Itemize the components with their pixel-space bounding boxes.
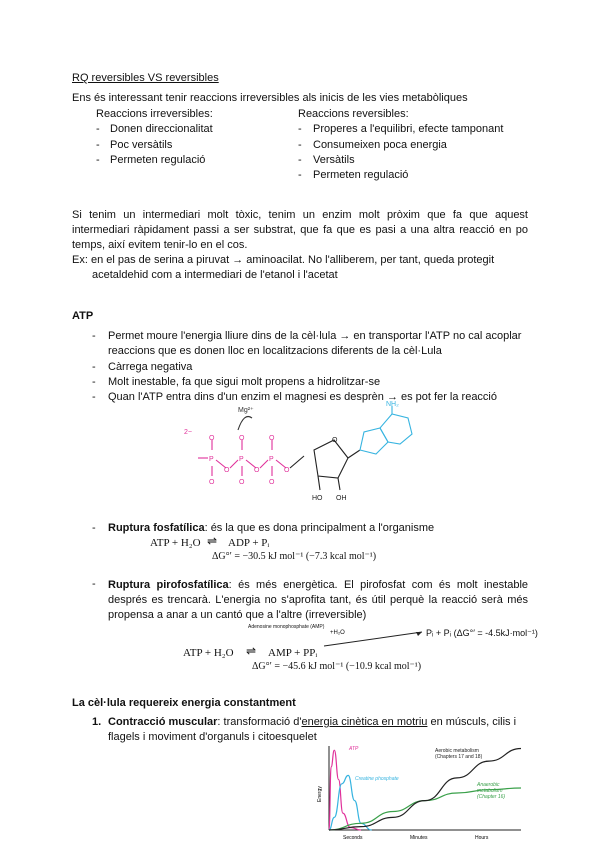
list-item: Càrrega negativa bbox=[108, 361, 193, 373]
svg-text:O: O bbox=[254, 467, 260, 474]
mg-label: Mg²⁺ bbox=[238, 407, 254, 414]
fosfatilica-label: Ruptura fosfatílica bbox=[108, 522, 205, 534]
svg-text:O: O bbox=[332, 437, 338, 444]
fosfatilica-eq-dg: ΔG°′ = −30.5 kJ mol⁻¹ (−7.3 kcal mol⁻¹) bbox=[212, 551, 377, 562]
oh-label: OH bbox=[336, 495, 347, 502]
pirofosfatilica-text: : és més energètica. El pirofosfat com és molt inestable després es trencarà. L'energia no s'aprofita tant, és útil perquè la reacció serà més propensa a anar a un cantó que a l'altre (irreversible) bbox=[108, 579, 529, 621]
fosfatilica-line bbox=[108, 522, 434, 534]
contraccio-label: Contracció muscular bbox=[108, 716, 218, 728]
x-tick-hours: Hours bbox=[475, 835, 489, 841]
fosfatilica-text: : és la que es dona principalment a l'organisme bbox=[204, 522, 435, 534]
nh2-label: NH₂ bbox=[386, 401, 399, 408]
list-item: Molt inestable, fa que sigui molt propens a hidrolitzar-se bbox=[108, 376, 381, 388]
list-item: Quan l'ATP entra dins d'un enzim el magnesi es desprèn → es pot fer la reacció bbox=[108, 391, 497, 403]
bullet-dash: - bbox=[298, 123, 302, 135]
ho-label: HO bbox=[312, 495, 323, 502]
hydrolysis-arrow bbox=[322, 628, 432, 650]
bullet-dash: - bbox=[96, 154, 100, 166]
energy-heading: La cèl·lula requereix energia constantment bbox=[72, 697, 296, 709]
bullet-dash: - bbox=[92, 391, 96, 403]
energy-chart bbox=[315, 742, 525, 842]
annotation-anaerobic-2: metabolism bbox=[477, 788, 503, 794]
annotation-aerobic-1: Aerobic metabolism bbox=[435, 748, 479, 754]
list-item: Permeten regulació bbox=[313, 169, 409, 181]
piro-eq-right: AMP + PPᵢ bbox=[268, 647, 318, 659]
list-item: Versàtils bbox=[313, 154, 355, 166]
example-line-1: Ex: en el pas de serina a piruvat → aminoacilat. No l'alliberem, per tant, queda protegit bbox=[72, 254, 495, 266]
fosfatilica-eq-right: ADP + Pᵢ bbox=[228, 537, 270, 549]
svg-text:P: P bbox=[239, 456, 244, 463]
svg-text:O: O bbox=[269, 479, 275, 486]
svg-text:O: O bbox=[284, 467, 290, 474]
atp-heading: ATP bbox=[72, 310, 94, 322]
example-line-2: acetaldehid com a intermediari de l'etanol i l'acetat bbox=[92, 269, 338, 281]
bullet-dash: - bbox=[96, 123, 100, 135]
contraccio-line bbox=[108, 716, 516, 728]
piro-eq-left: ATP + H₂O bbox=[183, 647, 234, 659]
bullet-dash: - bbox=[92, 330, 96, 342]
y-axis-label: Energy bbox=[317, 786, 323, 802]
svg-text:O: O bbox=[209, 435, 215, 442]
list-item: Consumeixen poca energia bbox=[313, 139, 447, 151]
contraccio-line-2: flagels i moviment d'organuls i citoesquelet bbox=[108, 731, 317, 743]
pi-note: Pᵢ + Pᵢ (ΔG°′ = -4.5kJ·mol⁻¹) bbox=[426, 628, 538, 638]
section-heading-rq: RQ reversibles VS reversibles bbox=[72, 72, 219, 84]
list-item: Properes a l'equilibri, efecte tamponant bbox=[313, 123, 504, 135]
svg-text:O: O bbox=[224, 467, 230, 474]
charge-label: 2− bbox=[184, 429, 192, 436]
equilibrium-arrow-icon: ⇌ bbox=[246, 644, 257, 658]
contraccio-text-b: en músculs, cilis i bbox=[427, 716, 517, 728]
svg-text:P: P bbox=[209, 456, 214, 463]
reversible-title: Reaccions reversibles: bbox=[298, 108, 409, 120]
contraccio-text-a: : transformació d' bbox=[217, 716, 302, 728]
bullet-dash: - bbox=[96, 139, 100, 151]
list-item: Poc versàtils bbox=[110, 139, 173, 151]
amp-label: Adenosine monophosphate (AMP) bbox=[248, 624, 325, 630]
svg-text:P: P bbox=[269, 456, 274, 463]
bullet-dash: - bbox=[92, 578, 96, 590]
bullet-dash: - bbox=[298, 169, 302, 181]
svg-text:O: O bbox=[209, 479, 215, 486]
list-item: Permet moure l'energia lliure dins de la cèl·lula → en transportar l'ATP no cal acoplar bbox=[108, 330, 522, 342]
annotation-anaerobic-1: Anaerobic bbox=[477, 782, 500, 788]
list-item: reaccions que es donen lloc en localitzacions diferents de la cèl·Lula bbox=[108, 345, 442, 357]
annotation-aerobic-2: (Chapters 17 and 18) bbox=[435, 754, 483, 760]
contraccio-text-underlined: energia cinètica en motriu bbox=[301, 716, 428, 728]
bullet-dash: - bbox=[92, 376, 96, 388]
svg-text:O: O bbox=[239, 479, 245, 486]
svg-text:O: O bbox=[269, 435, 275, 442]
annotation-cp: Creatine phosphate bbox=[355, 776, 399, 782]
toxic-paragraph: Si tenim un intermediari molt tòxic, tenim un enzim molt pròxim que fa que aquest intermediari ràpidament passi a ser substrat, que fa que es pasi a una altra reacció en po temps, així evitem tenir-lo en el cos. bbox=[72, 209, 528, 251]
piro-eq-dg: ΔG°′ = −45.6 kJ mol⁻¹ (−10.9 kcal mol⁻¹) bbox=[252, 661, 422, 672]
intro-text: Ens és interessant tenir reaccions irreversibles als inicis de les vies metabòliques bbox=[72, 92, 468, 104]
svg-text:O: O bbox=[239, 435, 245, 442]
fosfatilica-eq-left: ATP + H₂O bbox=[150, 537, 201, 549]
bullet-dash: - bbox=[298, 154, 302, 166]
x-tick-minutes: Minutes bbox=[410, 835, 428, 841]
bullet-dash: - bbox=[92, 522, 96, 534]
irreversible-title: Reaccions irreversibles: bbox=[96, 108, 213, 120]
h2o-label: +H₂O bbox=[330, 630, 345, 636]
pirofosfatilica-label: Ruptura pirofosfatílica bbox=[108, 579, 229, 591]
series-line-1 bbox=[329, 775, 372, 830]
annotation-atp: ATP bbox=[349, 746, 359, 752]
item-number: 1. bbox=[92, 716, 102, 728]
list-item: Permeten regulació bbox=[110, 154, 206, 166]
pirofosfatilica-paragraph bbox=[108, 578, 528, 623]
equilibrium-arrow-icon: ⇌ bbox=[207, 534, 218, 548]
bullet-dash: - bbox=[92, 361, 96, 373]
atp-molecule-diagram bbox=[180, 400, 430, 505]
list-item: Donen direccionalitat bbox=[110, 123, 213, 135]
x-tick-seconds: Seconds bbox=[343, 835, 363, 841]
bullet-dash: - bbox=[298, 139, 302, 151]
annotation-anaerobic-3: (Chapter 16) bbox=[477, 794, 506, 800]
